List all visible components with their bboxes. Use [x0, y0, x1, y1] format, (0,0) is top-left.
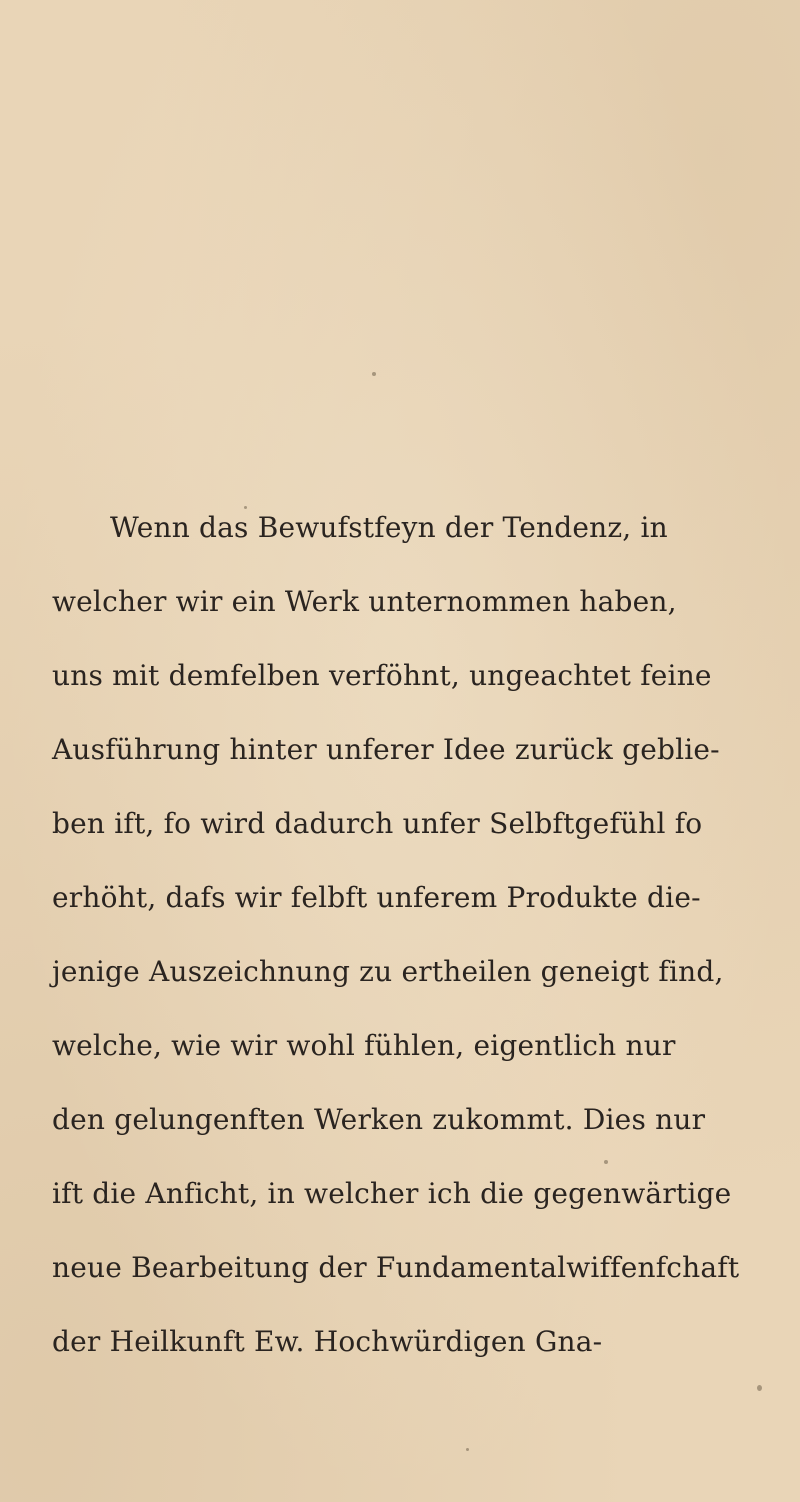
text-line-1: Wenn das Bewufstfeyn der Tendenz, in [110, 511, 668, 544]
text-line-9: den gelungenften Werken zukommt. Dies nur [52, 1103, 706, 1136]
text-line-8: welche, wie wir wohl fühlen, eigentlich nur [52, 1029, 676, 1062]
text-line-5: ben ift, fo wird dadurch unfer Selbftgefühl fo [52, 807, 703, 840]
paper-speck [244, 506, 247, 509]
paper-speck [757, 1385, 762, 1391]
text-line-3: uns mit demfelben verföhnt, ungeachtet feine [52, 659, 712, 692]
text-line-10: ift die Anficht, in welcher ich die gegenwärtige [52, 1177, 732, 1210]
paper-speck [604, 1160, 608, 1164]
text-line-2: welcher wir ein Werk unternommen haben, [52, 585, 677, 618]
paper-speck [466, 1448, 469, 1451]
text-line-12: der Heilkunft Ew. Hochwürdigen Gna- [52, 1325, 603, 1358]
text-line-4: Ausführung hinter unferer Idee zurück geblie- [52, 733, 720, 766]
text-line-11: neue Bearbeitung der Fundamentalwiffenfchaft [52, 1251, 740, 1284]
text-line-6: erhöht, dafs wir felbft unferem Produkte die- [52, 881, 701, 914]
paper-speck [372, 372, 376, 376]
text-line-7: jenige Auszeichnung zu ertheilen geneigt find, [52, 955, 724, 988]
